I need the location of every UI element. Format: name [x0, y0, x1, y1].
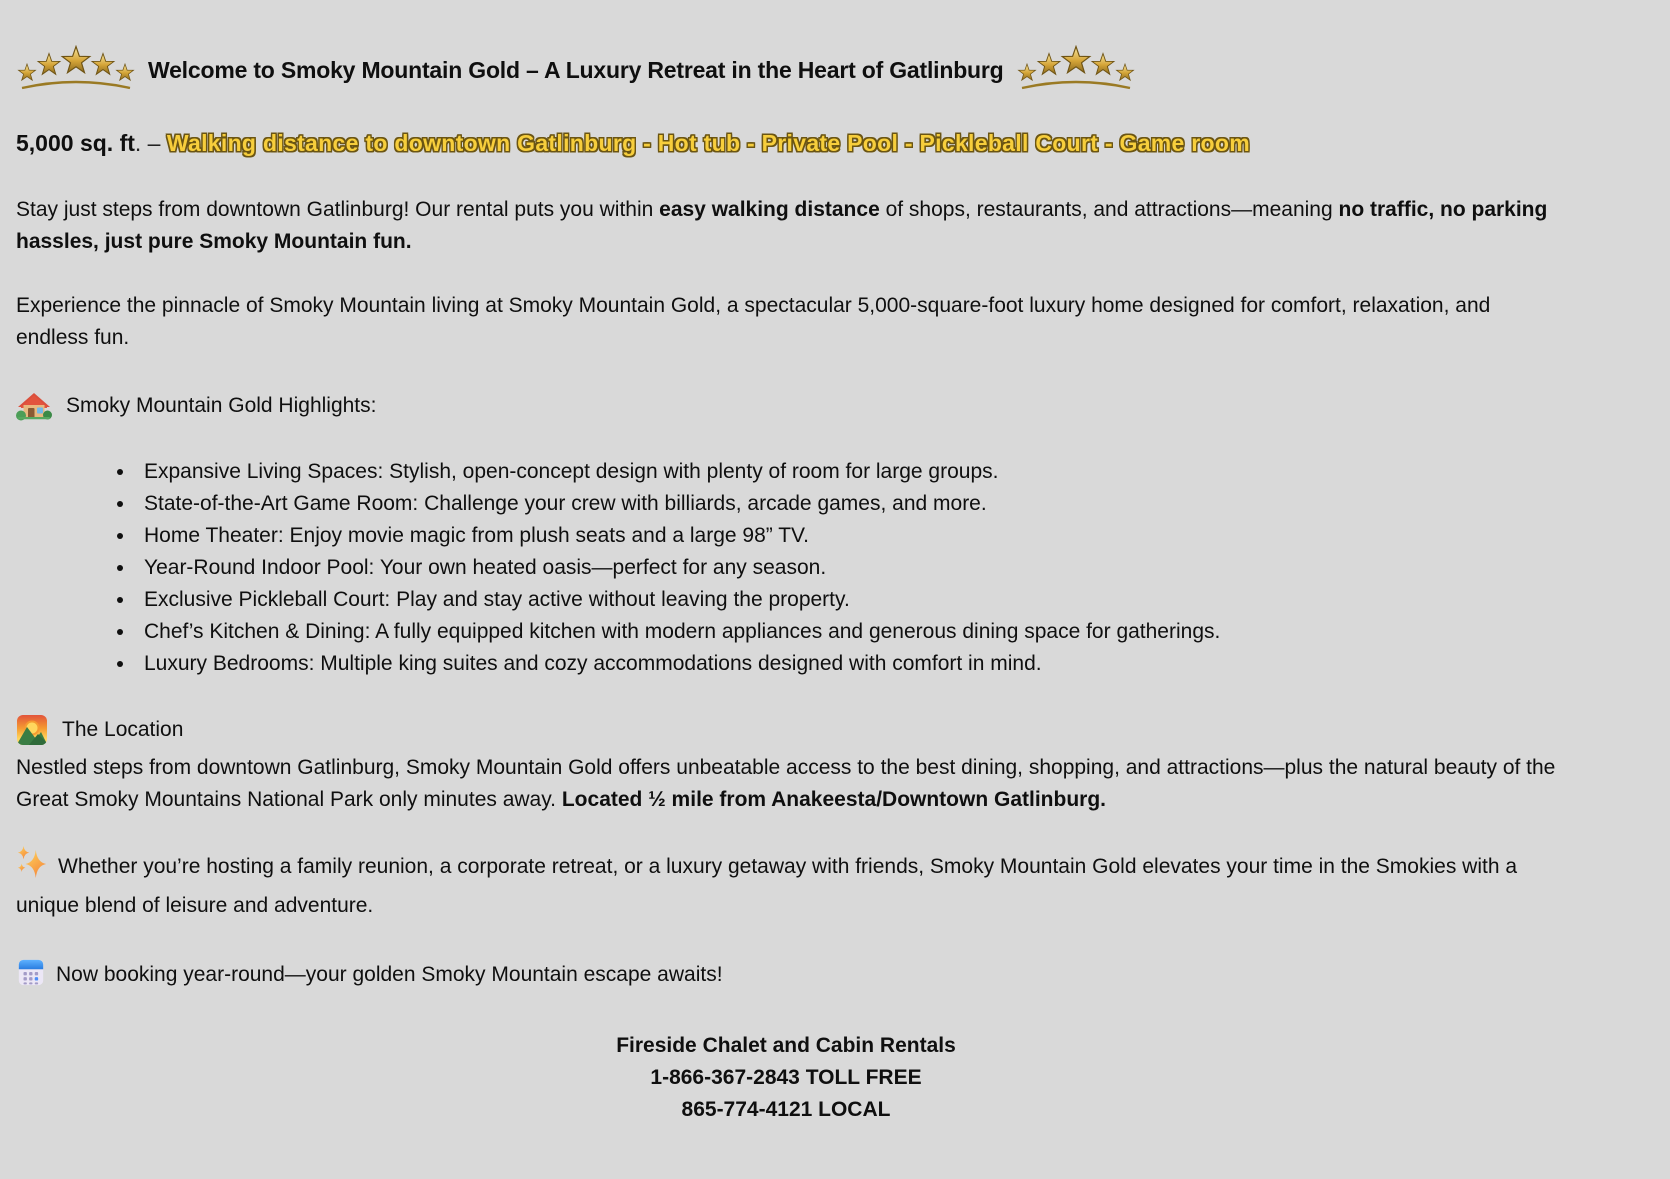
gold-amenities-text: Walking distance to downtown Gatlinburg - Hot tub - Private Pool - Pickleball Court - Game room: [166, 130, 1251, 156]
highlight-item: • Exclusive Pickleball Court: Play and stay active without leaving the property.: [136, 584, 1556, 616]
location-bold-run: Located ½ mile from Anakeesta/Downtown Gatlinburg.: [561, 788, 1106, 811]
whether-text: Whether you’re hosting a family reunion, a corporate retreat, or a luxury getaway with friends, Smoky Mountain Gold elevates your time in the Smokies with a unique blend of leisure and adventure.: [16, 855, 1518, 917]
highlights-heading: Smoky Mountain Gold Highlights:: [66, 394, 377, 417]
toll-free-number: 1-866-367-2843 TOLL FREE: [650, 1066, 922, 1089]
location-header: [16, 714, 1556, 746]
booking-line: [16, 956, 1556, 998]
sqft-text: 5,000 sq. ft: [16, 130, 135, 156]
company-name: Fireside Chalet and Cabin Rentals: [616, 1034, 956, 1057]
highlight-item: • Chef’s Kitchen & Dining: A fully equipped kitchen with modern appliances and generous dining space for gatherings.: [136, 616, 1556, 648]
page-title: Welcome to Smoky Mountain Gold – A Luxury Retreat in the Heart of Gatlinburg: [148, 57, 1004, 83]
highlights-header: [16, 390, 1556, 422]
highlight-item: • Luxury Bedrooms: Multiple king suites and cozy accommodations designed with comfort in mind.: [136, 648, 1556, 680]
intro-paragraph: [16, 194, 1556, 258]
sunrise-over-mountains-icon: [16, 714, 48, 746]
location-heading: The Location: [62, 718, 184, 741]
highlight-item: • Expansive Living Spaces: Stylish, open-concept design with plenty of room for large groups.: [136, 456, 1556, 488]
local-number: 865-774-4121 LOCAL: [681, 1098, 891, 1121]
intro-bold-run: easy walking distance: [659, 198, 880, 221]
intro-run: Stay just steps from downtown Gatlinburg! Our rental puts you within: [16, 198, 660, 221]
intro-run: of shops, restaurants, and attractions—meaning: [879, 198, 1339, 221]
experience-paragraph: Experience the pinnacle of Smoky Mountain living at Smoky Mountain Gold, a spectacular 5,000-square-foot luxury home designed for comfort, relaxation, and endless fun.: [16, 294, 1491, 349]
subtitle-line: [16, 126, 1556, 160]
booking-text: Now booking year-round—your golden Smoky Mountain escape awaits!: [56, 963, 723, 986]
highlight-item: • Year-Round Indoor Pool: Your own heated oasis—perfect for any season.: [136, 552, 1556, 584]
highlight-item: • State-of-the-Art Game Room: Challenge your crew with billiards, arcade games, and more.: [136, 488, 1556, 520]
intro-bold-run: no traffic, no parking hassles, just pure Smoky Mountain fun.: [16, 198, 1548, 253]
title-row: [16, 44, 1556, 96]
five-gold-stars-arc-icon: [1016, 45, 1136, 95]
highlight-item: • Home Theater: Enjoy movie magic from plush seats and a large 98” TV.: [136, 520, 1556, 552]
whether-paragraph: [16, 846, 1556, 922]
subtitle-separator: . –: [134, 130, 167, 156]
location-paragraph: [16, 752, 1556, 816]
footer-contact: [16, 1030, 1556, 1126]
sparkles-icon: [16, 846, 48, 890]
highlights-list: [16, 456, 1556, 680]
house-with-garden-icon: [16, 390, 52, 422]
five-gold-stars-arc-icon: [16, 45, 136, 95]
calendar-icon: [16, 956, 46, 998]
location-run: Nestled steps from downtown Gatlinburg, Smoky Mountain Gold offers unbeatable access to the best dining, shopping, and attractions—plus the natural beauty of the Great Smoky Mountains National Park only minutes away.: [16, 756, 1556, 811]
